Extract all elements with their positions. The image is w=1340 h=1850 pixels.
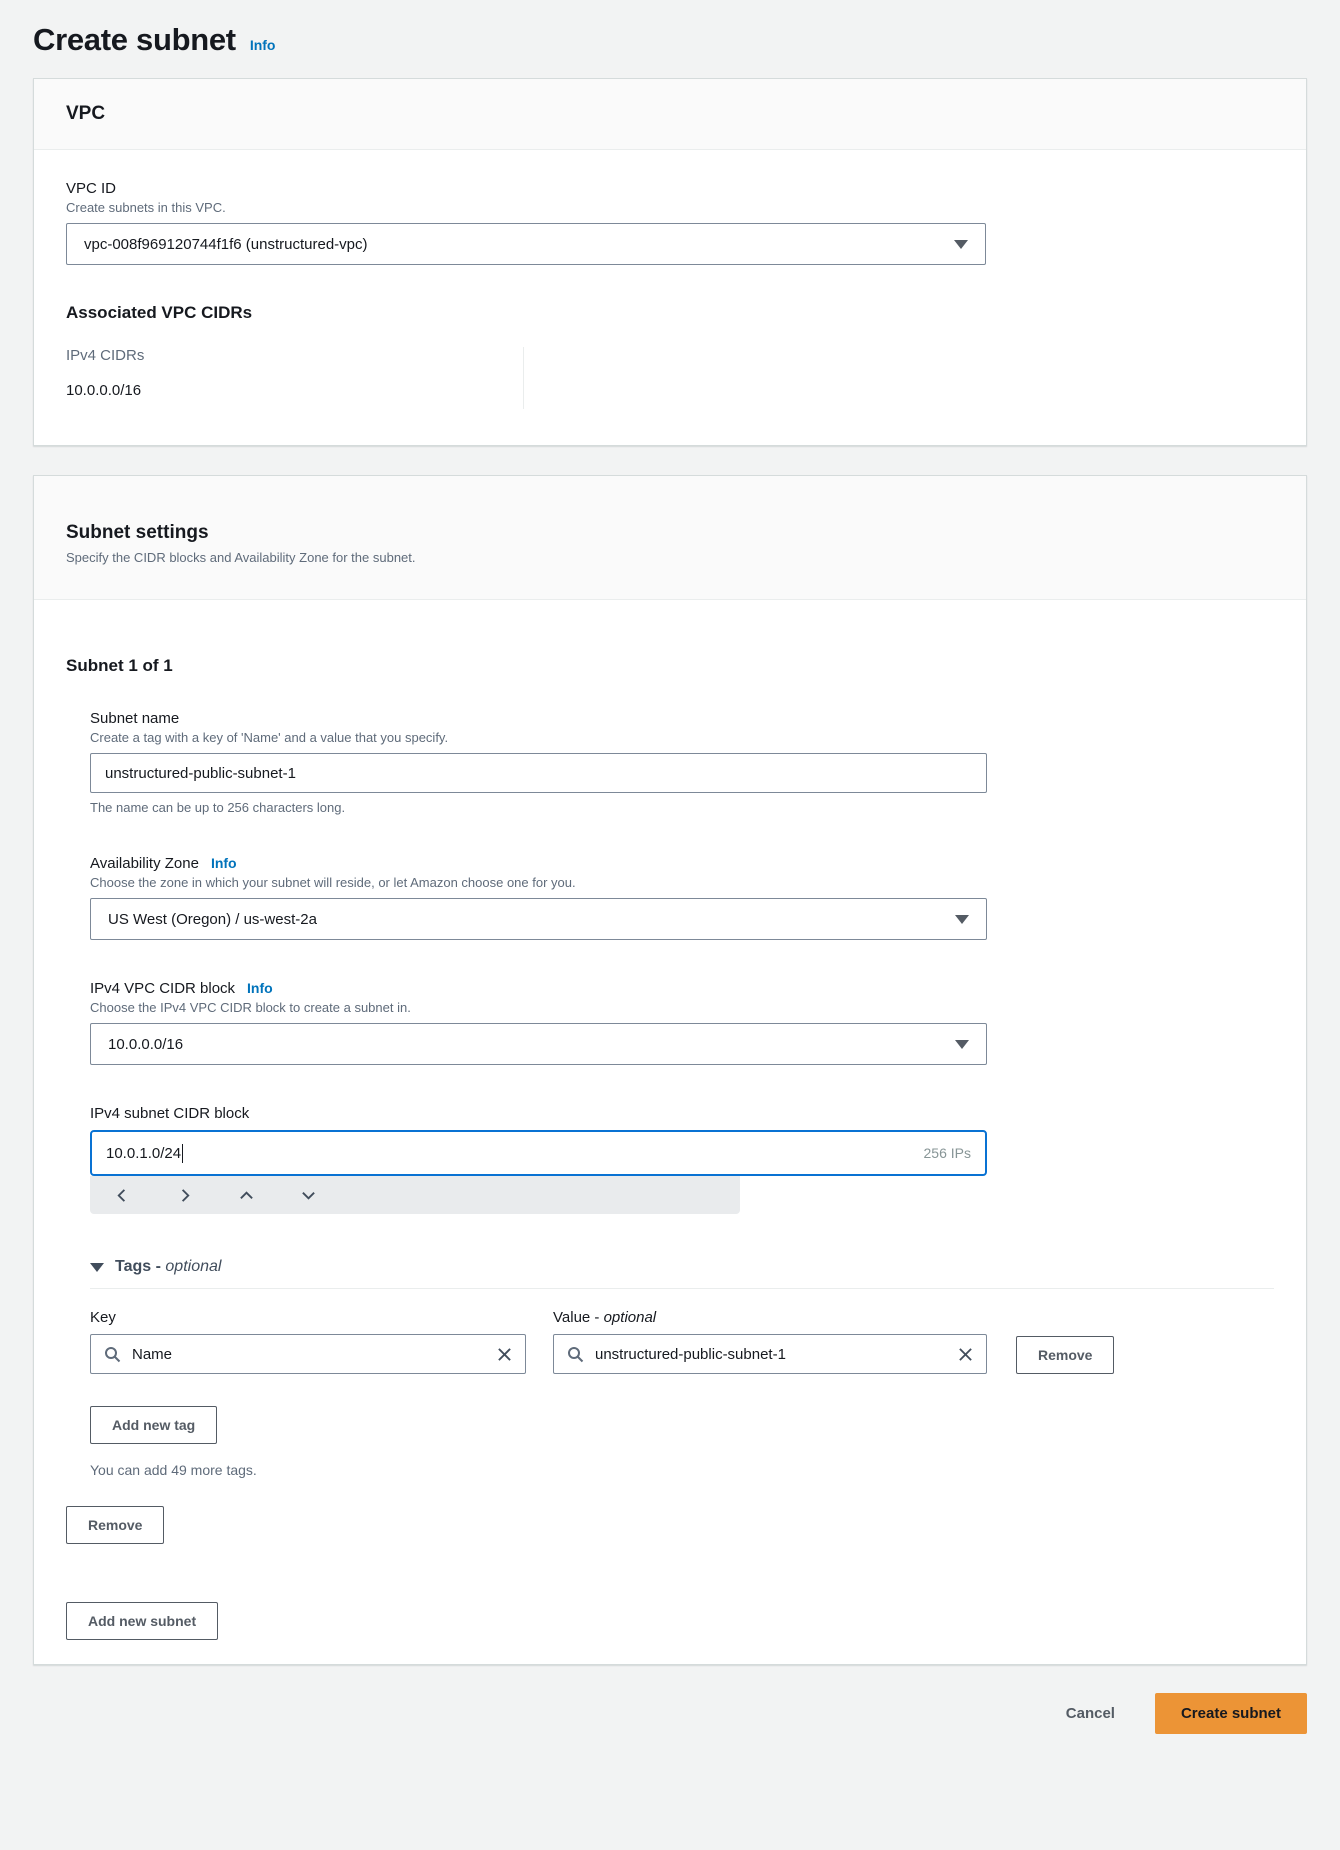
chevron-up-icon [239, 1188, 254, 1203]
tags-remaining-hint: You can add 49 more tags. [90, 1462, 257, 1478]
chevron-down-icon [955, 1040, 969, 1049]
tag-key-value: Name [132, 1345, 173, 1363]
subnet-name-label: Subnet name [90, 710, 180, 727]
subnet-settings-title: Subnet settings [66, 522, 209, 543]
cidr-size-up-button[interactable] [222, 1180, 270, 1210]
vpc-card-header [34, 79, 1306, 150]
chevron-down-icon [301, 1188, 316, 1203]
subnet-form-group [90, 710, 1274, 1544]
subnet-name-description: Create a tag with a key of 'Name' and a value that you specify. [90, 730, 449, 745]
vpc-cidr-block-field [90, 980, 1274, 1065]
subnet-cidr-block-field [90, 1105, 1274, 1214]
chevron-down-icon [954, 240, 968, 249]
text-cursor [182, 1144, 183, 1163]
caret-down-filled-icon [90, 1263, 104, 1272]
subnet-index-heading: Subnet 1 of 1 [66, 656, 173, 675]
tag-value-label-optional: optional [603, 1309, 657, 1326]
associated-cidrs-table [66, 347, 1274, 409]
subnet-name-input[interactable] [90, 753, 987, 793]
search-icon [104, 1346, 121, 1363]
tags-divider [90, 1288, 1274, 1289]
vpc-id-description: Create subnets in this VPC. [66, 200, 226, 215]
availability-zone-label: Availability Zone [90, 855, 199, 872]
page-info-link[interactable]: Info [249, 37, 276, 53]
tags-section-optional: optional [165, 1258, 222, 1275]
ipv4-cidrs-column [66, 347, 524, 409]
subnet-cidr-block-value: 10.0.1.0/24 [106, 1144, 182, 1162]
vpc-id-label: VPC ID [66, 180, 117, 197]
availability-zone-selected-value: US West (Oregon) / us-west-2a [108, 910, 317, 928]
vpc-card-body [34, 150, 1306, 445]
add-new-tag-button[interactable]: Add new tag [90, 1406, 217, 1444]
chevron-right-icon [177, 1188, 192, 1203]
create-subnet-button[interactable]: Create subnet [1155, 1693, 1307, 1734]
associated-cidrs-title: Associated VPC CIDRs [66, 303, 253, 322]
vpc-card-title: VPC [66, 103, 106, 124]
tag-value-label-text: Value - [553, 1309, 600, 1326]
vpc-id-select[interactable] [66, 223, 986, 265]
subnet-settings-body [34, 600, 1306, 1664]
availability-zone-info-link[interactable]: Info [210, 855, 237, 871]
tags-section-title: Tags - [115, 1258, 161, 1275]
vpc-cidr-block-description: Choose the IPv4 VPC CIDR block to create a subnet in. [90, 1000, 411, 1015]
clear-icon[interactable] [497, 1347, 512, 1362]
vpc-cidr-block-label: IPv4 VPC CIDR block [90, 980, 236, 997]
tag-key-input[interactable] [90, 1334, 526, 1374]
ipv4-cidrs-column-header: IPv4 CIDRs [66, 347, 145, 364]
subnet-cidr-block-label: IPv4 subnet CIDR block [90, 1105, 250, 1122]
cidr-size-down-button[interactable] [284, 1180, 332, 1210]
tag-row [90, 1309, 1274, 1374]
availability-zone-field [90, 855, 1274, 940]
subnet-cidr-block-input[interactable] [90, 1130, 987, 1176]
search-icon [567, 1346, 584, 1363]
chevron-left-icon [115, 1188, 130, 1203]
subnet-settings-card [33, 475, 1307, 1665]
subnet-settings-description: Specify the CIDR blocks and Availability Zone for the subnet. [66, 550, 416, 565]
clear-icon[interactable] [958, 1347, 973, 1362]
availability-zone-description: Choose the zone in which your subnet will reside, or let Amazon choose one for you. [90, 875, 576, 890]
subnet-name-field [90, 710, 1274, 815]
cidr-shift-right-button[interactable] [160, 1180, 208, 1210]
tag-value-input[interactable] [553, 1334, 987, 1374]
chevron-down-icon [955, 915, 969, 924]
vpc-cidr-block-selected-value: 10.0.0.0/16 [108, 1035, 184, 1053]
cidr-shift-left-button[interactable] [98, 1180, 146, 1210]
add-new-subnet-button[interactable]: Add new subnet [66, 1602, 218, 1640]
cidr-adjust-toolbar [90, 1176, 740, 1214]
vpc-cidr-block-info-link[interactable]: Info [247, 980, 273, 996]
page-header [0, 0, 1340, 78]
vpc-card [33, 78, 1307, 446]
tag-value-column [553, 1309, 987, 1374]
cancel-button[interactable]: Cancel [1060, 1704, 1121, 1723]
subnet-remove-button[interactable]: Remove [66, 1506, 164, 1544]
availability-zone-select[interactable] [90, 898, 987, 940]
tag-value-label [553, 1309, 987, 1326]
ip-count-badge: 256 IPs [923, 1145, 971, 1161]
tags-expander[interactable] [90, 1258, 1274, 1276]
tag-key-column [90, 1309, 526, 1374]
tag-value-value: unstructured-public-subnet-1 [595, 1345, 786, 1363]
footer-actions [0, 1665, 1340, 1734]
tag-key-label: Key [90, 1309, 116, 1326]
ipv4-cidr-value: 10.0.0.0/16 [66, 382, 142, 399]
page-title: Create subnet [33, 22, 236, 57]
tag-remove-button[interactable]: Remove [1016, 1336, 1114, 1374]
vpc-id-selected-value: vpc-008f969120744f1f6 (unstructured-vpc) [84, 235, 368, 253]
subnet-settings-header [34, 476, 1306, 600]
vpc-cidr-block-select[interactable] [90, 1023, 987, 1065]
subnet-name-constraint: The name can be up to 256 characters long. [90, 800, 346, 815]
